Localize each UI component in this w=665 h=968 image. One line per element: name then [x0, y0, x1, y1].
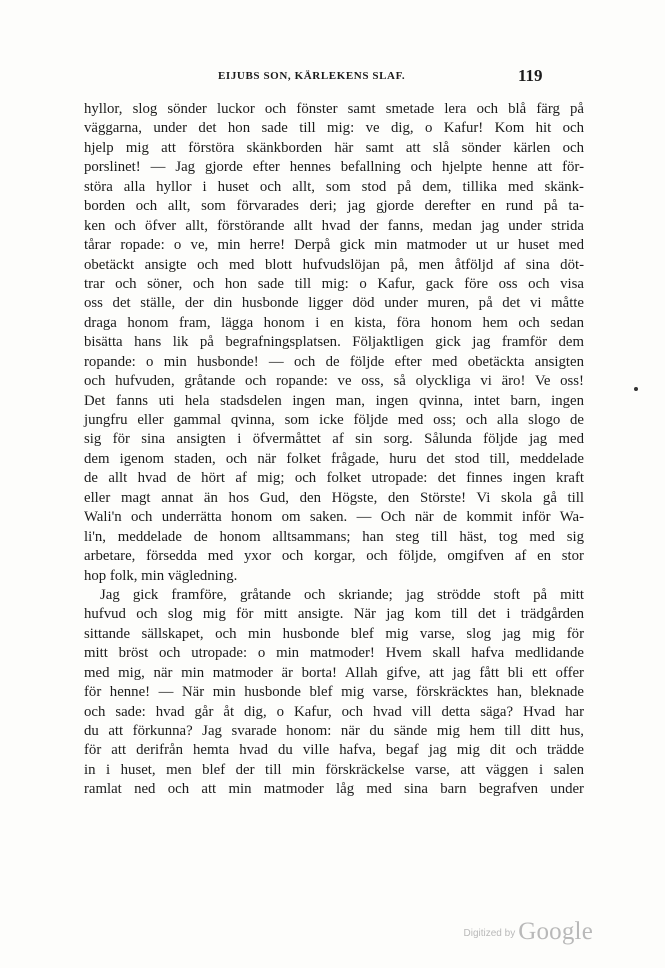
text-line: mitt bröst och utropade: o min matmoder! Hvem skall hafva medlidande — [84, 645, 584, 662]
text-line: ropande: o min husbonde! — och de följde efter med obetäckta ansigten — [84, 353, 584, 370]
text-line: hufvud och slog mig för mitt ansigte. När jag kom till det i trädgården — [84, 606, 584, 623]
text-line: de allt hvad de hört af mig; och folket utropade: det finnes ingen kraft — [84, 470, 584, 487]
text-line: trar och söner, och hon sade till mig: o Kafur, gack före oss och visa — [84, 275, 584, 292]
text-line: Wali'n och underrätta honom om saken. — Och när de kommit inför Wa- — [84, 509, 584, 526]
text-line: eller magt annat än hos Gud, den Högste, den Störste! Vi skola gå till — [84, 489, 584, 506]
text-line: hyllor, slog sönder luckor och fönster samt smetade lera och blå färg på — [84, 101, 584, 117]
text-line: du att förkunna? Jag svarade honom: när du sände mig hem till ditt hus, — [84, 723, 584, 739]
text-line: obetäckt ansigte och med blott hufvudslöjan på, men åtföljd af sina döt- — [84, 256, 584, 273]
text-line: sittande sällskapet, och min husbonde blef mig varse, slog jag mig för — [84, 625, 584, 642]
text-line: hjelp mig att förstöra skänkborden här samt att slå sönder kärlen och — [84, 139, 584, 156]
text-line: oss det ställe, der din husbonde ligger död under muren, på det vi måtte — [84, 295, 584, 312]
text-line: bisätta hans lik på begrafningsplatsen. Följaktligen gick jag framför dem — [84, 334, 584, 351]
text-line: borden och allt, som förvarades deri; jag gjorde derefter en rund på ta- — [84, 198, 584, 215]
running-title: EIJUBS SON, KÄRLEKENS SLAF. — [218, 70, 406, 82]
text-line: arbetare, försedda med yxor och korgar, och följde, omgifven af en stor — [84, 548, 584, 565]
text-line: tårar ropade: o ve, min herre! Derpå gick min matmoder ut ur huset med — [84, 237, 584, 254]
text-line: draga honom fram, lägga honom i en kista, föra honom hem och sedan — [84, 314, 584, 331]
text-line: störa alla hyllor i huset och allt, som stod på dem, tillika med skänk- — [84, 178, 584, 195]
text-line: för henne! — När min husbonde blef mig varse, förskräcktes han, bleknade — [84, 684, 584, 701]
text-line: porslinet! — Jag gjorde efter hennes befallning och hjelpte henne att för- — [84, 159, 584, 176]
digitized-by-google-watermark — [464, 918, 594, 946]
body-text — [84, 100, 584, 800]
watermark-prefix: Digitized by — [463, 928, 516, 939]
text-line: li'n, meddelade de honom alltsammans; han steg till häst, tog med sig — [84, 528, 584, 545]
text-line: för att derifrån hemta hvad du ville hafva, begaf jag mig dit och trädde — [84, 742, 584, 759]
page-number: 119 — [518, 66, 543, 85]
text-line: hop folk, min vägledning. — [84, 567, 238, 584]
text-line: jungfru eller gammal qvinna, som icke följde med oss; och alla slogo de — [84, 412, 584, 428]
ink-speck — [634, 387, 638, 391]
text-line: dem igenom staden, och när folket frågade, huru det stod till, meddelade — [84, 450, 584, 467]
text-line: in i huset, men blef der till min förskräckelse varse, att väggen i salen — [84, 761, 584, 778]
paragraph — [84, 586, 584, 800]
text-line: Jag gick framföre, gråtande och skriande; jag strödde stoft på mitt — [100, 586, 584, 603]
paragraph — [84, 100, 584, 586]
running-head — [0, 66, 665, 90]
text-line: ramlat ned och att min matmoder låg med sina barn begrafven under — [84, 781, 584, 798]
text-line: och hufvuden, gråtande och ropande: ve oss, så olyckliga vi äro! Ve oss! — [84, 373, 584, 390]
google-logo: Google — [518, 918, 593, 945]
text-line: sig för sina ansigten i öfvermåttet af sin sorg. Sålunda följde jag med — [84, 431, 584, 448]
text-line: ken och öfver allt, förstörande allt hvad der fanns, medan jag under strida — [84, 217, 584, 234]
text-line: och sade: hvad går åt dig, o Kafur, och hvad vill detta säga? Hvad har — [84, 703, 584, 720]
text-line: väggarna, under det hon sade till mig: ve dig, o Kafur! Kom hit och — [84, 120, 584, 137]
text-line: med mig, när min matmoder är borta! Allah gifve, att jag fått bli ett offer — [84, 664, 584, 681]
text-line: Det fanns uti hela stadsdelen ingen man, ingen qvinna, intet barn, ingen — [84, 392, 584, 409]
